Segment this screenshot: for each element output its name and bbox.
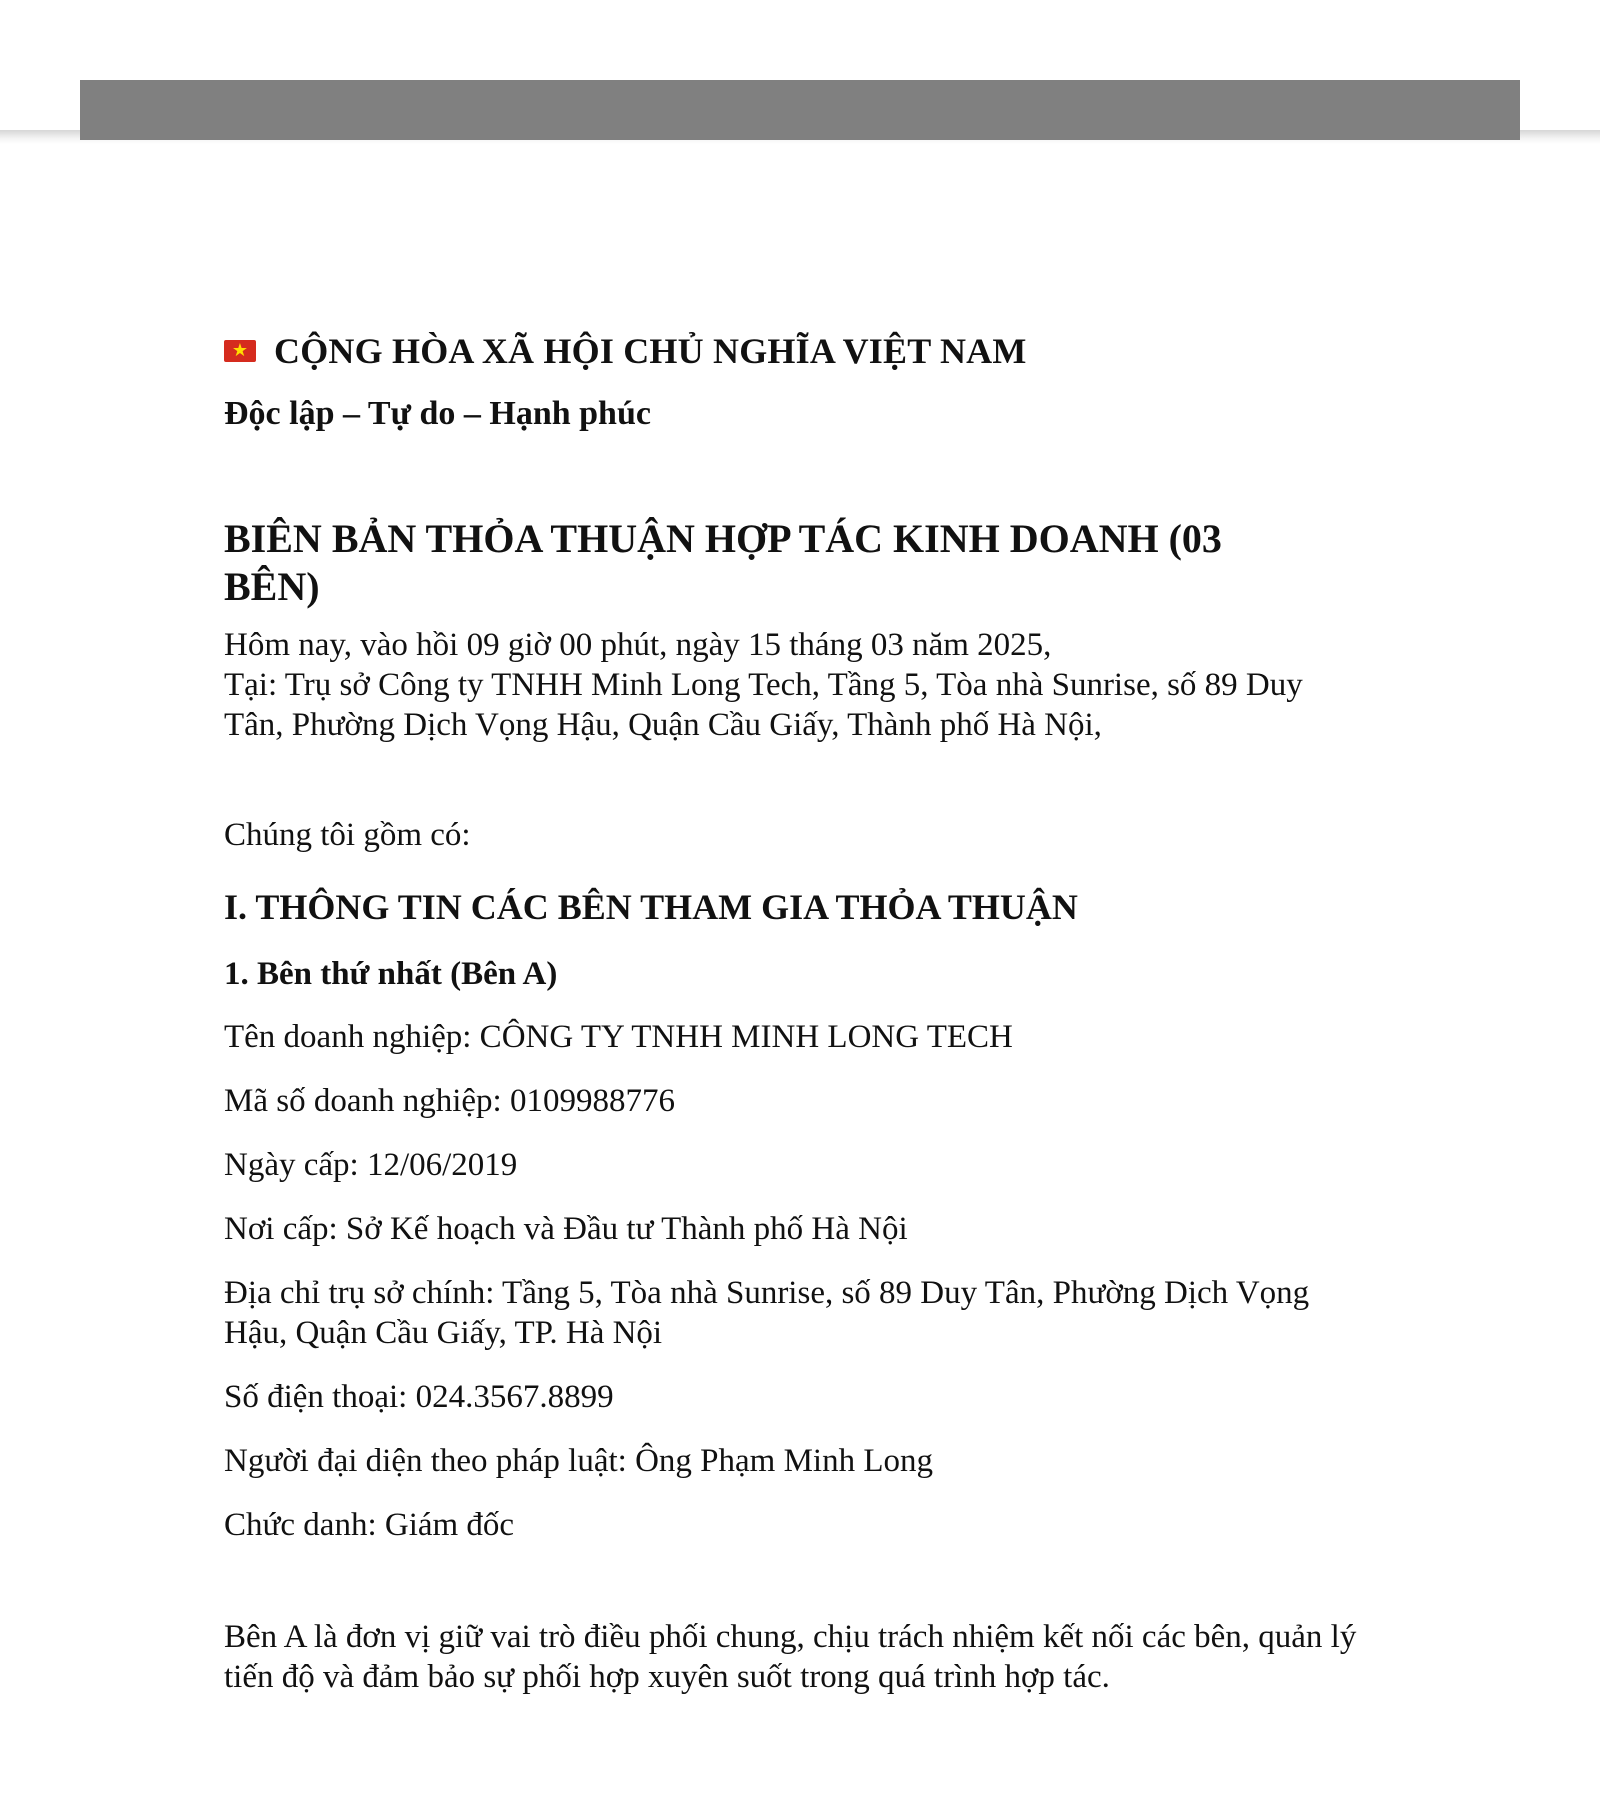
party-a-representative: Người đại diện theo pháp luật: Ông Phạm Minh Long [224, 1443, 934, 1479]
star-icon: ★ [231, 340, 249, 361]
party-a-heading: 1. Bên thứ nhất (Bên A) [224, 956, 558, 992]
section-heading-parties: I. THÔNG TIN CÁC BÊN THAM GIA THỎA THUẬN [224, 887, 1078, 927]
document-page [224, 325, 1364, 1697]
viewer-toolbar [80, 80, 1520, 140]
party-a-fields [224, 1017, 1364, 1545]
intro-time: Hôm nay, vào hồi 09 giờ 00 phút, ngày 15 tháng 03 năm 2025, [224, 627, 1052, 663]
intro-place: Tại: Trụ sở Công ty TNHH Minh Long Tech, Tầng 5, Tòa nhà Sunrise, số 89 Duy Tân, Phường Dịch Vọng Hậu, Quận Cầu Giấy, Thành phố Hà Nội, [224, 667, 1303, 743]
parties-intro: Chúng tôi gồm có: [224, 817, 471, 853]
party-a-address: Địa chỉ trụ sở chính: Tầng 5, Tòa nhà Sunrise, số 89 Duy Tân, Phường Dịch Vọng Hậu, Quận Cầu Giấy, TP. Hà Nội [224, 1275, 1310, 1351]
national-header [224, 325, 1364, 377]
party-a-issue-place: Nơi cấp: Sở Kế hoạch và Đầu tư Thành phố Hà Nội [224, 1211, 908, 1247]
party-a-phone: Số điện thoại: 024.3567.8899 [224, 1379, 614, 1415]
vietnam-flag-icon [224, 340, 256, 362]
document-title: BIÊN BẢN THỎA THUẬN HỢP TÁC KINH DOANH (03 BÊN) [224, 516, 1222, 609]
party-a-company-name: Tên doanh nghiệp: CÔNG TY TNHH MINH LONG TECH [224, 1019, 1013, 1055]
nation-title: CỘNG HÒA XÃ HỘI CHỦ NGHĨA VIỆT NAM [274, 331, 1027, 371]
intro-block [224, 625, 1364, 745]
party-a-issue-date: Ngày cấp: 12/06/2019 [224, 1147, 518, 1183]
party-a-role-note: Bên A là đơn vị giữ vai trò điều phối chung, chịu trách nhiệm kết nối các bên, quản lý tiến độ và đảm bảo sự phối hợp xuyên suốt trong quá trình hợp tác. [224, 1619, 1357, 1695]
national-motto: Độc lập – Tự do – Hạnh phúc [224, 395, 651, 432]
party-a-position: Chức danh: Giám đốc [224, 1507, 515, 1543]
party-a-business-code: Mã số doanh nghiệp: 0109988776 [224, 1083, 675, 1119]
